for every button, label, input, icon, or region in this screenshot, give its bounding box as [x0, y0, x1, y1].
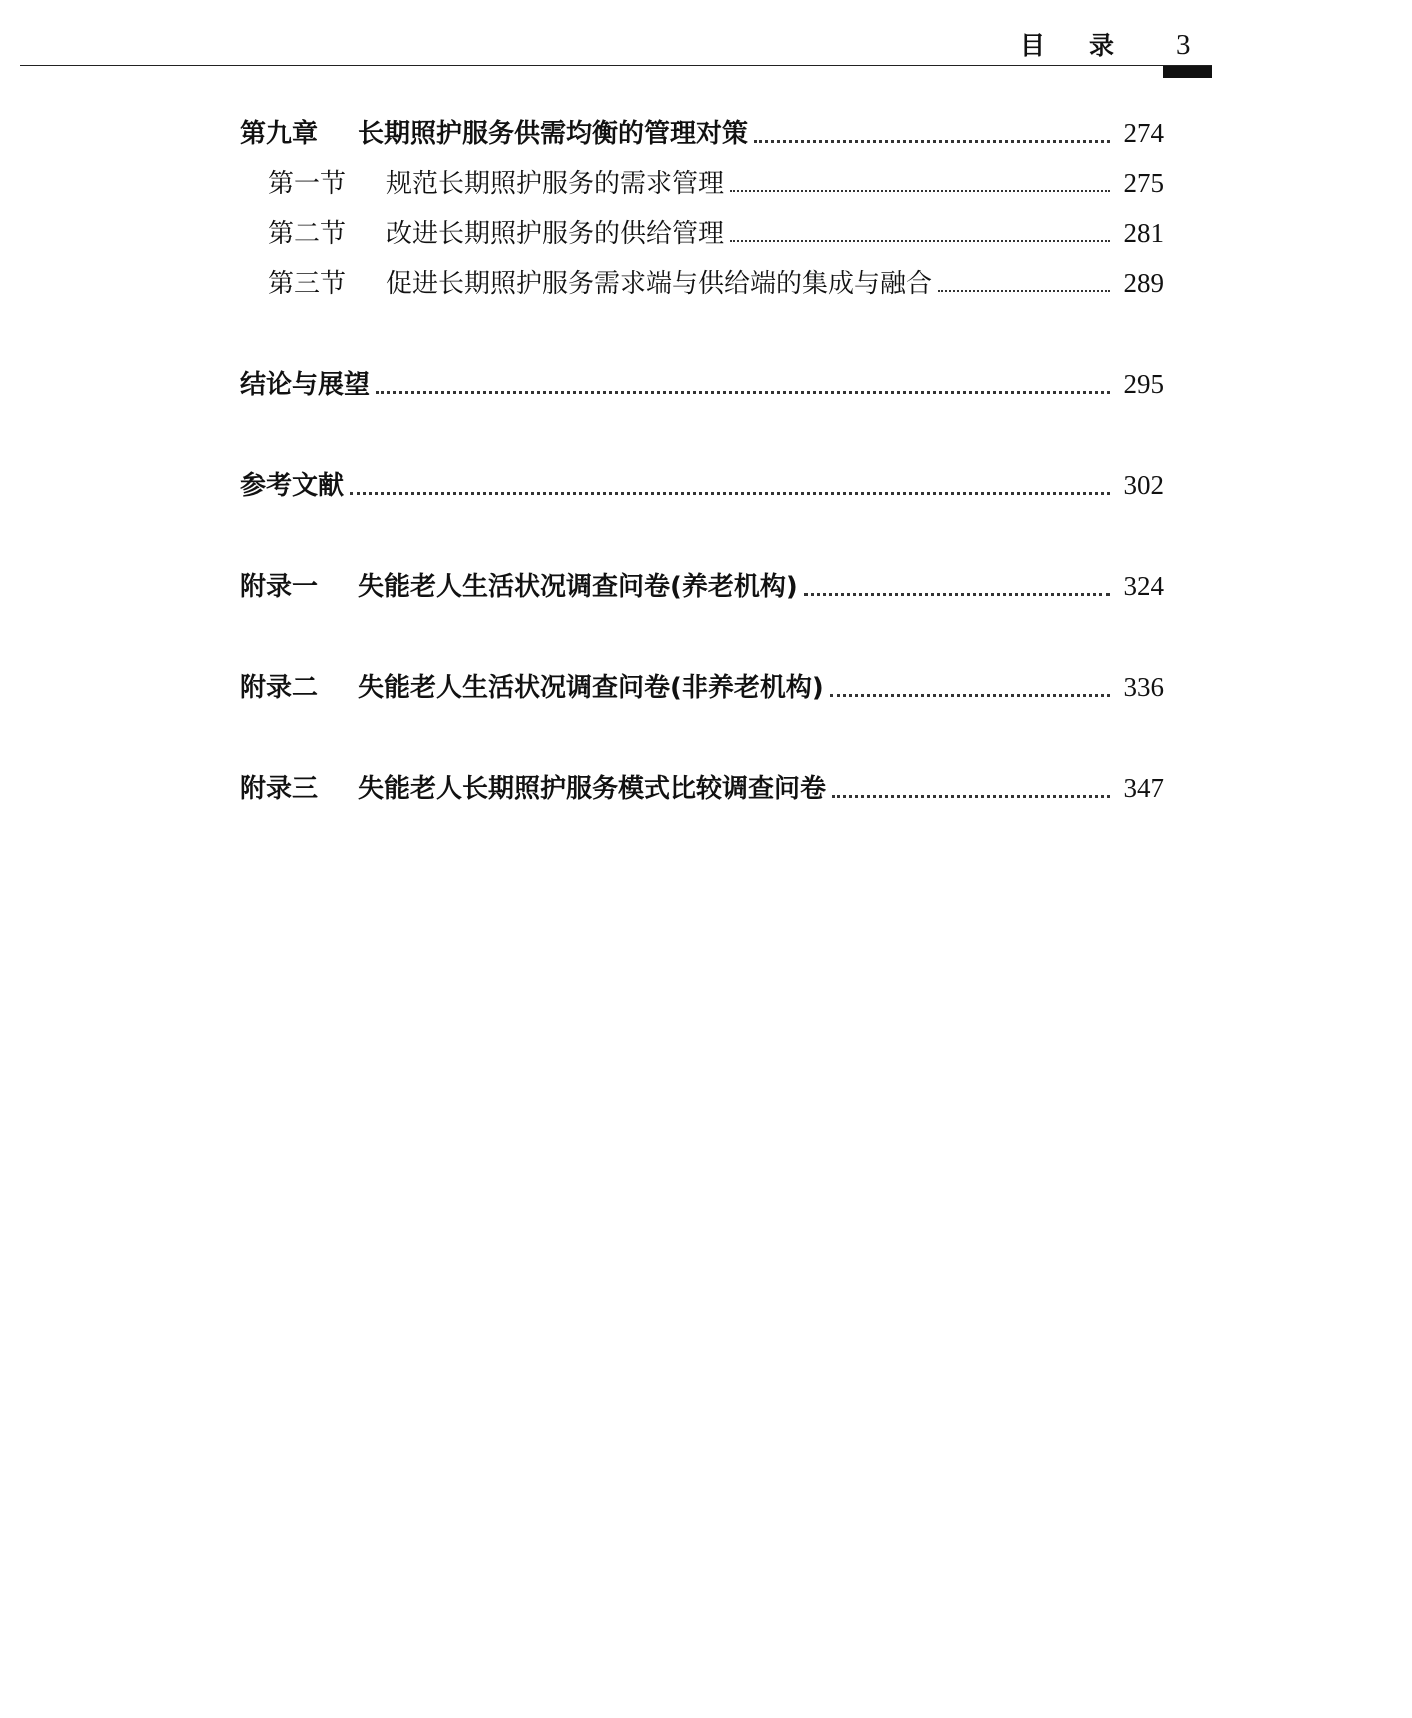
toc-entry-page: 281	[1123, 218, 1164, 248]
table-of-contents	[240, 108, 1164, 813]
toc-entry-page: 336	[1123, 672, 1164, 702]
dot-leader	[804, 593, 1110, 596]
toc-entry-label: 第九章	[240, 119, 319, 149]
header-thumb-tab	[1163, 66, 1212, 78]
toc-entry-section-1[interactable]	[240, 158, 1164, 208]
toc-entry-page: 347	[1123, 773, 1164, 803]
toc-entry-title: 长期照护服务供需均衡的管理对策	[358, 119, 749, 149]
toc-entry-label: 附录三	[240, 774, 319, 804]
dot-leader	[938, 290, 1110, 292]
toc-entry-page: 324	[1123, 571, 1164, 601]
dot-leader	[830, 694, 1110, 697]
toc-entry-page: 302	[1123, 470, 1164, 500]
toc-entry-appendix-1[interactable]	[240, 561, 1164, 611]
toc-entry-page: 289	[1123, 268, 1164, 298]
toc-entry-label: 附录一	[240, 572, 319, 602]
toc-entry-references[interactable]	[240, 460, 1164, 510]
dot-leader	[832, 795, 1110, 798]
toc-entry-appendix-2[interactable]	[240, 662, 1164, 712]
toc-entry-title: 失能老人生活状况调查问卷(养老机构)	[358, 572, 798, 602]
toc-entry-label: 第三节	[268, 269, 347, 299]
toc-entry-page: 274	[1123, 118, 1164, 148]
page-number: 3	[1176, 29, 1191, 61]
dot-leader	[350, 492, 1110, 495]
dot-leader	[376, 391, 1110, 394]
running-header	[0, 0, 1412, 90]
dot-leader	[730, 190, 1110, 192]
toc-entry-title: 失能老人长期照护服务模式比较调查问卷	[358, 774, 827, 804]
toc-entry-page: 295	[1123, 369, 1164, 399]
dot-leader	[730, 240, 1110, 242]
toc-entry-label: 第一节	[268, 169, 347, 199]
toc-entry-conclusion[interactable]	[240, 359, 1164, 409]
toc-entry-title: 结论与展望	[240, 370, 371, 400]
toc-entry-label: 第二节	[268, 219, 347, 249]
toc-entry-page: 275	[1123, 168, 1164, 198]
toc-entry-section-3[interactable]	[240, 258, 1164, 308]
running-header-title: 目录	[1020, 31, 1159, 60]
toc-entry-title: 改进长期照护服务的供给管理	[386, 219, 725, 249]
header-rule	[20, 65, 1212, 66]
toc-entry-label: 附录二	[240, 673, 319, 703]
toc-entry-appendix-3[interactable]	[240, 763, 1164, 813]
toc-entry-title: 规范长期照护服务的需求管理	[386, 169, 725, 199]
toc-entry-section-2[interactable]	[240, 208, 1164, 258]
toc-entry-chapter-9[interactable]	[240, 108, 1164, 158]
toc-entry-title: 促进长期照护服务需求端与供给端的集成与融合	[386, 269, 933, 299]
toc-entry-title: 失能老人生活状况调查问卷(非养老机构)	[358, 673, 824, 703]
toc-entry-title: 参考文献	[240, 471, 345, 501]
dot-leader	[754, 140, 1110, 143]
